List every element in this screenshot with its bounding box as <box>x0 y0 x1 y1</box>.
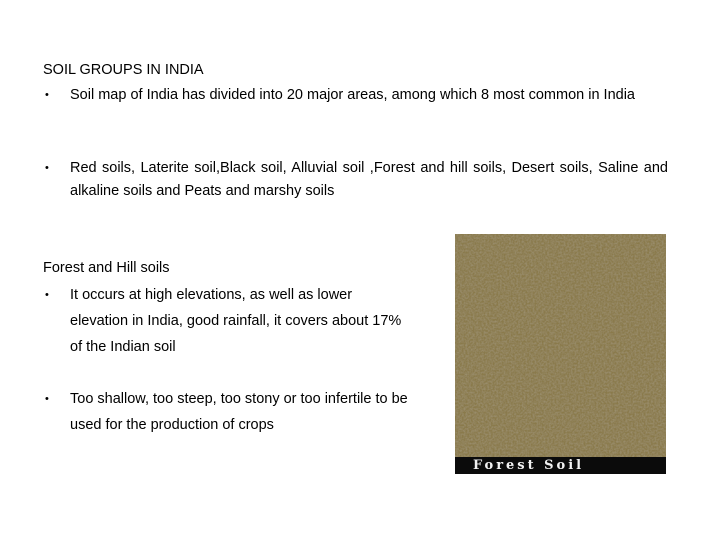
bullet-item <box>43 386 433 438</box>
forest-soil-photo <box>455 234 666 474</box>
bullet-icon: • <box>45 289 49 301</box>
photo-caption: Forest Soil <box>455 457 666 474</box>
bullet-item <box>43 157 668 203</box>
bullet-text: Too shallow, too steep, too stony or too infertile to be used for the production of crops <box>70 391 408 433</box>
soil-grain <box>455 234 666 457</box>
bullet-text: Red soils, Laterite soil,Black soil, Alluvial soil ,Forest and hill soils, Desert soils, Saline and alkaline soils and Peats and marshy soils <box>70 160 668 199</box>
bullet-item <box>43 282 411 360</box>
bullet-item <box>43 84 675 107</box>
section-title-soil-groups: SOIL GROUPS IN INDIA <box>43 62 204 78</box>
bullet-icon: • <box>45 89 49 101</box>
bullet-text: It occurs at high elevations, as well as lower elevation in India, good rainfall, it covers about 17% of the Indian soil <box>70 287 402 355</box>
soil-texture-image <box>455 234 666 474</box>
section-title-forest-hill-soils: Forest and Hill soils <box>43 260 170 276</box>
bullet-icon: • <box>45 162 49 174</box>
bullet-icon: • <box>45 393 49 405</box>
bullet-text: Soil map of India has divided into 20 major areas, among which 8 most common in India <box>70 87 635 103</box>
